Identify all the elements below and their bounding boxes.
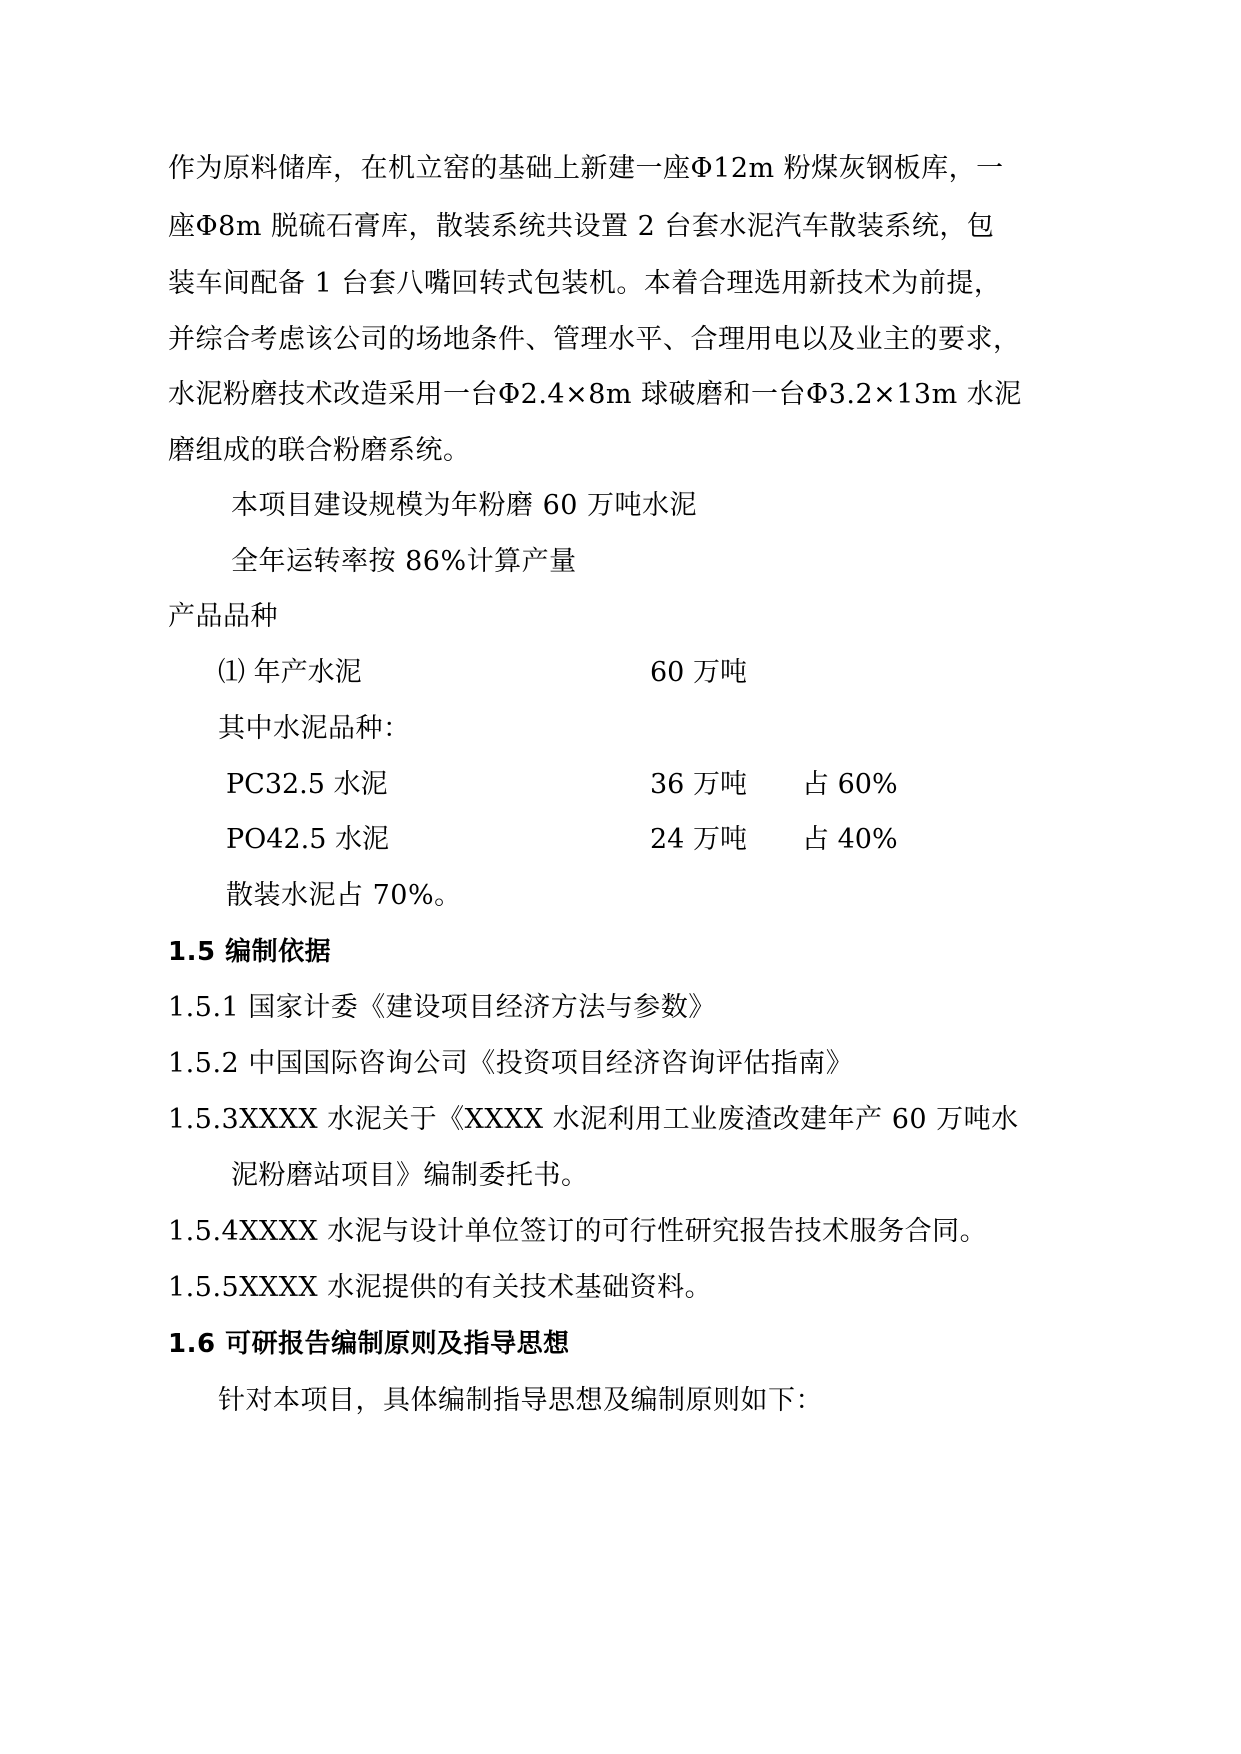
scale-line: 本项目建设规模为年粉磨 60 万吨水泥 — [231, 490, 698, 521]
paragraph-line: 水泥粉磨技术改造采用一台Φ2.4×8m 球破磨和一台Φ3.2×13m 水泥 — [168, 379, 1022, 410]
paragraph-line: 并综合考虑该公司的场地条件、管理水平、合理用电以及业主的要求， — [168, 324, 1021, 355]
product-label: 产品品种 — [168, 601, 278, 632]
basis-item-continuation: 泥粉磨站项目》编制委托书。 — [231, 1160, 589, 1191]
section-heading: 1.5 编制依据 — [168, 937, 332, 967]
varieties-label: 其中水泥品种： — [218, 713, 411, 744]
variety-amount: 24 万吨 — [650, 824, 747, 855]
paragraph-line: 磨组成的联合粉磨系统。 — [168, 435, 471, 466]
paragraph-line: 作为原料储库，在机立窑的基础上新建一座Φ12m 粉煤灰钢板库，一 — [168, 153, 1004, 184]
annual-output-label: ⑴ 年产水泥 — [218, 657, 362, 688]
paragraph-line: 装车间配备 1 台套八嘴回转式包装机。本着合理选用新技术为前提， — [168, 268, 1002, 299]
variety-name: PC32.5 水泥 — [226, 769, 388, 800]
basis-item: 1.5.1 国家计委《建设项目经济方法与参数》 — [168, 992, 716, 1023]
basis-item: 1.5.2 中国国际咨询公司《投资项目经济咨询评估指南》 — [168, 1048, 854, 1079]
paragraph-line: 座Φ8m 脱硫石膏库，散装系统共设置 2 台套水泥汽车散装系统，包 — [168, 211, 995, 242]
basis-item: 1.5.4XXXX 水泥与设计单位签订的可行性研究报告技术服务合同。 — [168, 1216, 988, 1247]
variety-share: 占 40% — [802, 824, 898, 855]
variety-name: PO42.5 水泥 — [226, 824, 390, 855]
bulk-cement-line: 散装水泥占 70%。 — [226, 880, 462, 911]
variety-share: 占 60% — [802, 769, 898, 800]
basis-item: 1.5.3XXXX 水泥关于《XXXX 水泥利用工业废渣改建年产 60 万吨水 — [168, 1104, 1019, 1135]
section-heading: 1.6 可研报告编制原则及指导思想 — [168, 1329, 570, 1359]
variety-amount: 36 万吨 — [650, 769, 747, 800]
annual-output-amount: 60 万吨 — [650, 657, 747, 688]
rate-line: 全年运转率按 86%计算产量 — [231, 546, 577, 577]
basis-item: 1.5.5XXXX 水泥提供的有关技术基础资料。 — [168, 1272, 713, 1303]
section-intro: 针对本项目，具体编制指导思想及编制原则如下： — [218, 1385, 823, 1416]
